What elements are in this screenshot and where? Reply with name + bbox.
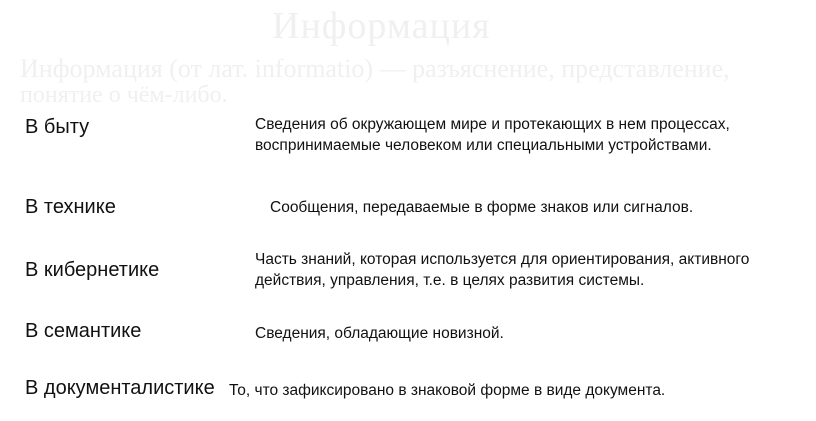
term-everyday: В быту xyxy=(25,116,90,138)
definition-cybernetics-line-1: Часть знаний, которая используется для ориентирования, активного xyxy=(255,251,750,268)
slide-subtitle-line-1: Информация (от лат. informatio) — разъяснение, представление, xyxy=(20,54,730,83)
definition-technology-line-1: Сообщения, передаваемые в форме знаков или сигналов. xyxy=(270,199,694,216)
term-cybernetics: В кибернетике xyxy=(25,259,160,281)
definition-everyday-line-1: Сведения об окружающем мире и протекающих в нем процессах, xyxy=(255,116,730,133)
definition-semantics-line-1: Сведения, обладающие новизной. xyxy=(255,325,504,342)
definition-documentation-line-1: То, что зафиксировано в знаковой форме в виде документа. xyxy=(229,382,666,399)
definition-cybernetics-line-2: действия, управления, т.е. в целях развития системы. xyxy=(255,272,645,289)
term-documentation: В документалистике xyxy=(25,377,215,399)
term-technology: В технике xyxy=(25,196,116,218)
definition-everyday-line-2: воспринимаемые человеком или специальными устройствами. xyxy=(255,137,712,154)
slide-subtitle-line-2: понятие о чём-либо. xyxy=(20,82,228,108)
definition-technology xyxy=(270,197,693,218)
definition-semantics xyxy=(255,323,504,344)
definition-everyday xyxy=(255,114,730,156)
definition-documentation xyxy=(229,380,665,401)
slide-title: Информация xyxy=(272,5,491,47)
term-semantics: В семантике xyxy=(25,320,142,342)
definition-cybernetics xyxy=(255,249,749,291)
